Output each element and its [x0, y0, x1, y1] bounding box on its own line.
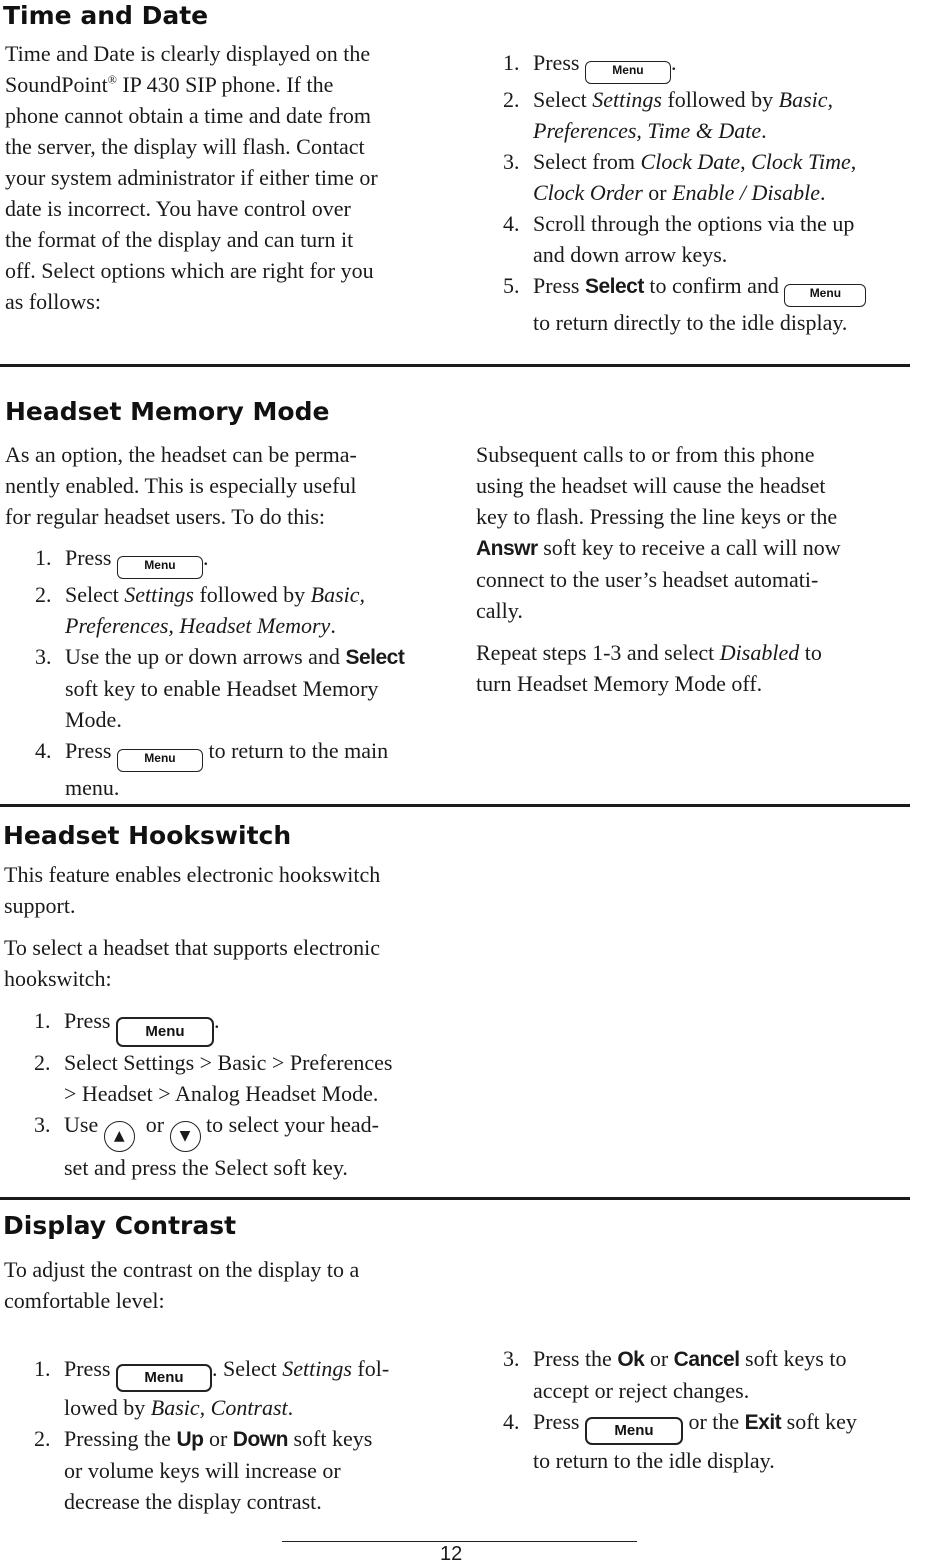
- list-item: 1. Press Menu .: [35, 542, 455, 579]
- list-item: 3. Use ▲ or ▼ to select your head- set and press the Select soft key.: [34, 1112, 379, 1180]
- list-item: 3. Use the up or down arrows and Select soft key to enable Headset Memory Mode.: [35, 644, 405, 732]
- headset-memory-left: As an option, the headset can be perma- nently enabled. This is especially useful for regular headset users. To do this: 1. Press Menu . 2. Select Settings followed by Basic, Preferences, Headset Memory. 3. Use the up or down arrows and Select soft key to enable Headset Memory Mode. 4. Press Menu to return to the main menu.: [5, 439, 455, 803]
- list-item: 1. Press Menu .: [34, 1005, 464, 1047]
- time-date-intro: Time and Date is clearly displayed on the SoundPoint® IP 430 SIP phone. If the phone cannot obtain a time and date from the server, the display will flash. Contact your system administrator if either time or date is incorrect. You have control over the format of the display and can turn it off. Select options which are right for you as follows:: [5, 41, 378, 314]
- list-item: 4. Press Menu or the Exit soft key to return to the idle display.: [503, 1409, 857, 1473]
- down-arrow-key-icon: ▼: [170, 1121, 201, 1152]
- hookswitch-content: This feature enables electronic hookswitch support. To select a headset that supports electronic hookswitch: 1. Press Menu . 2. Select Settings > Basic > Preferences > Headset > Analog Headset Mode. 3. Use ▲ or ▼ to select your head- set and press the Select soft key.: [4, 859, 464, 1183]
- list-item: 1. Press Menu . Select Settings fol- lowed by Basic, Contrast.: [34, 1356, 390, 1420]
- section-divider: [0, 1197, 910, 1200]
- menu-key-icon: Menu: [116, 1364, 212, 1392]
- section-heading-headset-memory: Headset Memory Mode: [5, 397, 330, 426]
- list-item: 2. Select Settings followed by Basic, Preferences, Time & Date.: [503, 87, 834, 143]
- list-item: 4. Scroll through the options via the up and down arrow keys.: [503, 211, 855, 267]
- list-item: 3. Press the Ok or Cancel soft keys to accept or reject changes.: [503, 1346, 847, 1403]
- menu-key-icon: Menu: [784, 284, 866, 307]
- registered-mark: ®: [107, 72, 117, 87]
- list-item: 1. Press Menu .: [503, 47, 923, 84]
- section-divider: [0, 364, 910, 367]
- section-heading-time-date: Time and Date: [3, 1, 209, 30]
- list-item: 3. Select from Clock Date, Clock Time, Clock Order or Enable / Disable.: [503, 149, 857, 205]
- time-date-steps: [503, 47, 923, 338]
- list-item: 2. Select Settings > Basic > Preferences > Headset > Analog Headset Mode.: [34, 1050, 393, 1106]
- section-divider: [0, 804, 910, 807]
- headset-memory-right: Subsequent calls to or from this phone using the headset will cause the headset key to flash. Pressing the line keys or the Answr soft key to receive a call will now connect to the user’s headset automati- cally. Repeat steps 1-3 and select Disabled to turn Headset Memory Mode off.: [476, 442, 841, 696]
- contrast-steps-left: [34, 1353, 464, 1517]
- list-item: 4. Press Menu to return to the main menu.: [35, 738, 389, 800]
- list-item: 2. Pressing the Up or Down soft keys or volume keys will increase or decrease the display contrast.: [34, 1426, 373, 1514]
- section-heading-contrast: Display Contrast: [3, 1211, 237, 1240]
- contrast-steps-right: [503, 1343, 923, 1476]
- contrast-intro: To adjust the contrast on the display to a comfortable level:: [4, 1257, 360, 1313]
- menu-key-icon: Menu: [117, 556, 203, 579]
- list-item: 2. Select Settings followed by Basic, Preferences, Headset Memory.: [35, 582, 366, 638]
- menu-key-icon: Menu: [585, 61, 671, 84]
- section-heading-hookswitch: Headset Hookswitch: [3, 821, 292, 850]
- menu-key-icon: Menu: [117, 749, 203, 772]
- page-number: 12: [440, 1543, 463, 1565]
- list-item: 5. Press Select to confirm and Menu to return directly to the idle display.: [503, 270, 923, 338]
- menu-key-icon: Menu: [585, 1417, 683, 1445]
- menu-key-icon: Menu: [116, 1017, 214, 1047]
- up-arrow-key-icon: ▲: [104, 1121, 135, 1152]
- footer-divider: [282, 1541, 637, 1542]
